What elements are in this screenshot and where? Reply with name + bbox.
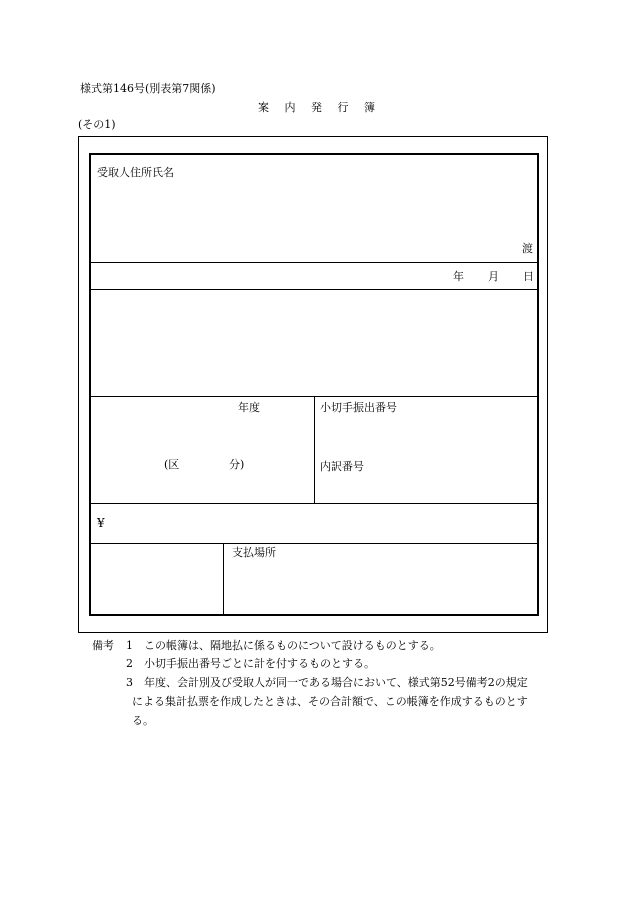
check-number-label: 小切手振出番号 [320, 401, 397, 414]
date-year-label: 年 [453, 270, 464, 283]
payment-place-label: 支払場所 [232, 546, 276, 559]
recipient-label: 受取人住所氏名 [97, 166, 174, 179]
column-divider [223, 543, 224, 614]
fiscal-year-label: 年度 [238, 401, 260, 414]
yen-symbol: ¥ [97, 516, 105, 530]
note-text: この帳簿は、隔地払に係るものについて設けるものとする。 [144, 639, 441, 652]
ledger-form [89, 153, 539, 616]
notes-blank-field[interactable] [95, 293, 535, 393]
note-text: 小切手振出番号ごとに計を付するものとする。 [144, 657, 375, 670]
notes-heading: 備考 [92, 639, 114, 652]
row-divider [91, 503, 537, 504]
date-month-label: 月 [488, 270, 499, 283]
date-day-label: 日 [523, 270, 534, 283]
category-close-label: 分) [229, 458, 245, 471]
note-number: 3 [126, 676, 133, 689]
form-number: 様式第146号(別表第7関係) [80, 82, 216, 95]
recipient-field[interactable] [97, 183, 527, 243]
row-divider [91, 262, 537, 263]
row-divider [91, 543, 537, 544]
note-text-continuation: る。 [132, 714, 154, 727]
column-divider [314, 396, 315, 503]
form-subtitle: (その1) [78, 118, 116, 131]
document-title: 案 内 発 行 簿 [258, 101, 381, 114]
note-number: 2 [126, 657, 133, 670]
note-text-continuation: による集計払票を作成したときは、その合計額で、この帳簿を作成するものとす [132, 695, 528, 708]
category-open-label: (区 [164, 458, 180, 471]
note-number: 1 [126, 639, 133, 652]
row-divider [91, 289, 537, 290]
note-text: 年度、会計別及び受取人が同一である場合において、様式第52号備考2の規定 [144, 676, 528, 689]
delivered-label: 渡 [522, 242, 533, 255]
breakdown-number-label: 内訳番号 [320, 460, 364, 473]
